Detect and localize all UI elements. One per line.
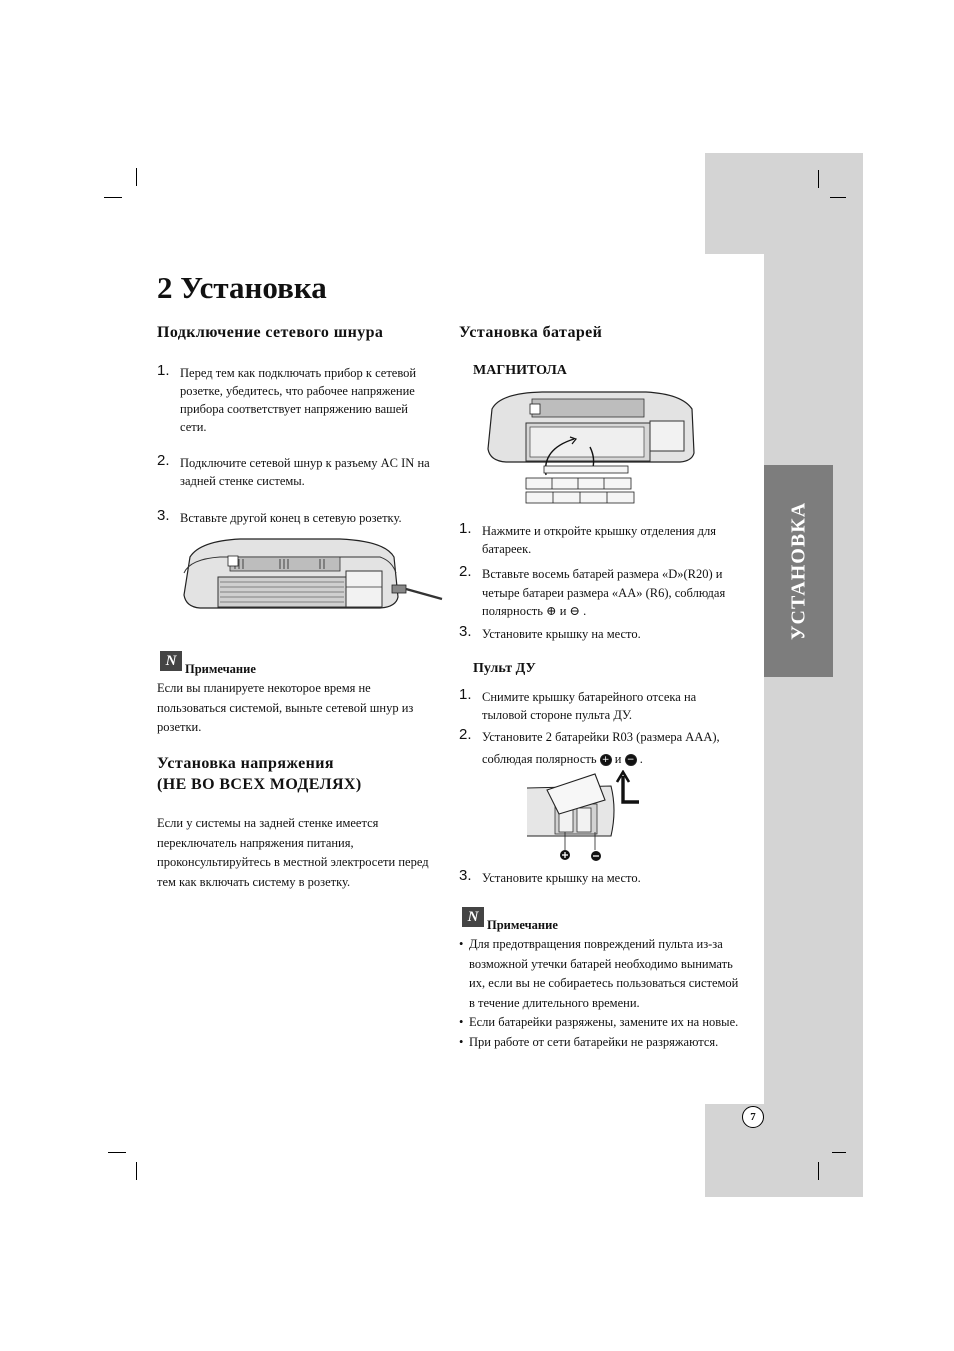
voltage-heading-line2: (НЕ ВО ВСЕХ МОДЕЛЯХ) <box>157 776 362 793</box>
plus-polarity-icon: ⊕ <box>546 604 557 618</box>
crop-mark <box>832 1152 846 1153</box>
list-item: • Если батарейки разряжены, замените их на новые. <box>459 1013 744 1033</box>
list-item: 1. Нажмите и откройте крышку отделения для батареек. <box>459 520 717 556</box>
list-item: 2. Вставьте восемь батарей размера «D»(R20) и четыре батареи размера «AA» (R6), соблюдая полярность ⊕ и ⊖ . <box>459 563 726 618</box>
page-number: 7 <box>742 1106 764 1128</box>
page-title: 2 Установка <box>157 270 327 305</box>
side-tab-label: УСТАНОВКА <box>787 501 809 641</box>
crop-mark <box>830 197 846 198</box>
remote-battery-illustration <box>525 770 650 865</box>
note-icon: N <box>160 651 182 671</box>
list-item: 2. Установите 2 батарейки R03 (размера AAA), соблюдая полярность + и − . <box>459 726 720 766</box>
crop-mark <box>136 168 137 186</box>
list-item: 3. Вставьте другой конец в сетевую розетку. <box>157 507 402 525</box>
section-side-tab <box>764 465 833 677</box>
battery-heading: Установка батарей <box>459 324 603 341</box>
crop-mark <box>104 197 122 198</box>
boombox-subheading: МАГНИТОЛА <box>473 363 567 378</box>
list-item: 1. Перед тем как подключать прибор к сетевой розетке, убедитесь, что рабочее напряжение прибора соответствует напряжению вашей сети. <box>157 362 417 434</box>
note-label: Примечание <box>487 918 558 932</box>
crop-mark <box>818 170 819 188</box>
side-band-bottom <box>705 1104 863 1197</box>
list-item: 3. Установите крышку на место. <box>459 867 641 885</box>
note-icon: N <box>462 907 484 927</box>
note-label: Примечание <box>185 662 256 676</box>
crop-mark <box>136 1162 137 1180</box>
note-bullet-list <box>459 935 744 1052</box>
list-item: 1. Снимите крышку батарейного отсека на тыловой стороне пульта ДУ. <box>459 686 697 722</box>
minus-polarity-icon: − <box>625 754 637 766</box>
minus-polarity-icon: ⊖ <box>569 604 581 618</box>
list-item: • При работе от сети батарейки не разряжаются. <box>459 1033 744 1053</box>
plus-polarity-icon: + <box>600 754 612 766</box>
list-item: • Для предотвращения повреждений пульта из-за возможной утечки батарей необходимо вынимать их, если вы не собираетесь пользоваться системой в течение длительного времени. <box>459 935 744 1013</box>
list-item: 2. Подключите сетевой шнур к разъему AC IN на задней стенке системы. <box>157 452 430 488</box>
boombox-battery-illustration <box>486 391 706 509</box>
list-item: 3. Установите крышку на место. <box>459 623 641 641</box>
boombox-rear-illustration <box>180 537 445 612</box>
crop-mark <box>818 1162 819 1180</box>
power-cord-heading: Подключение сетевого шнура <box>157 324 384 341</box>
note-text: Если вы планируете некоторое время не пользоваться системой, выньте сетевой шнур из розетки. <box>157 681 414 734</box>
voltage-heading-line1: Установка напряжения <box>157 755 334 772</box>
crop-mark <box>108 1152 126 1153</box>
voltage-text: Если у системы на задней стенке имеется переключатель напряжения питания, проконсультируйтесь в местной электросети перед тем как включать систему в розетку. <box>157 816 429 889</box>
remote-subheading: Пульт ДУ <box>473 661 536 676</box>
